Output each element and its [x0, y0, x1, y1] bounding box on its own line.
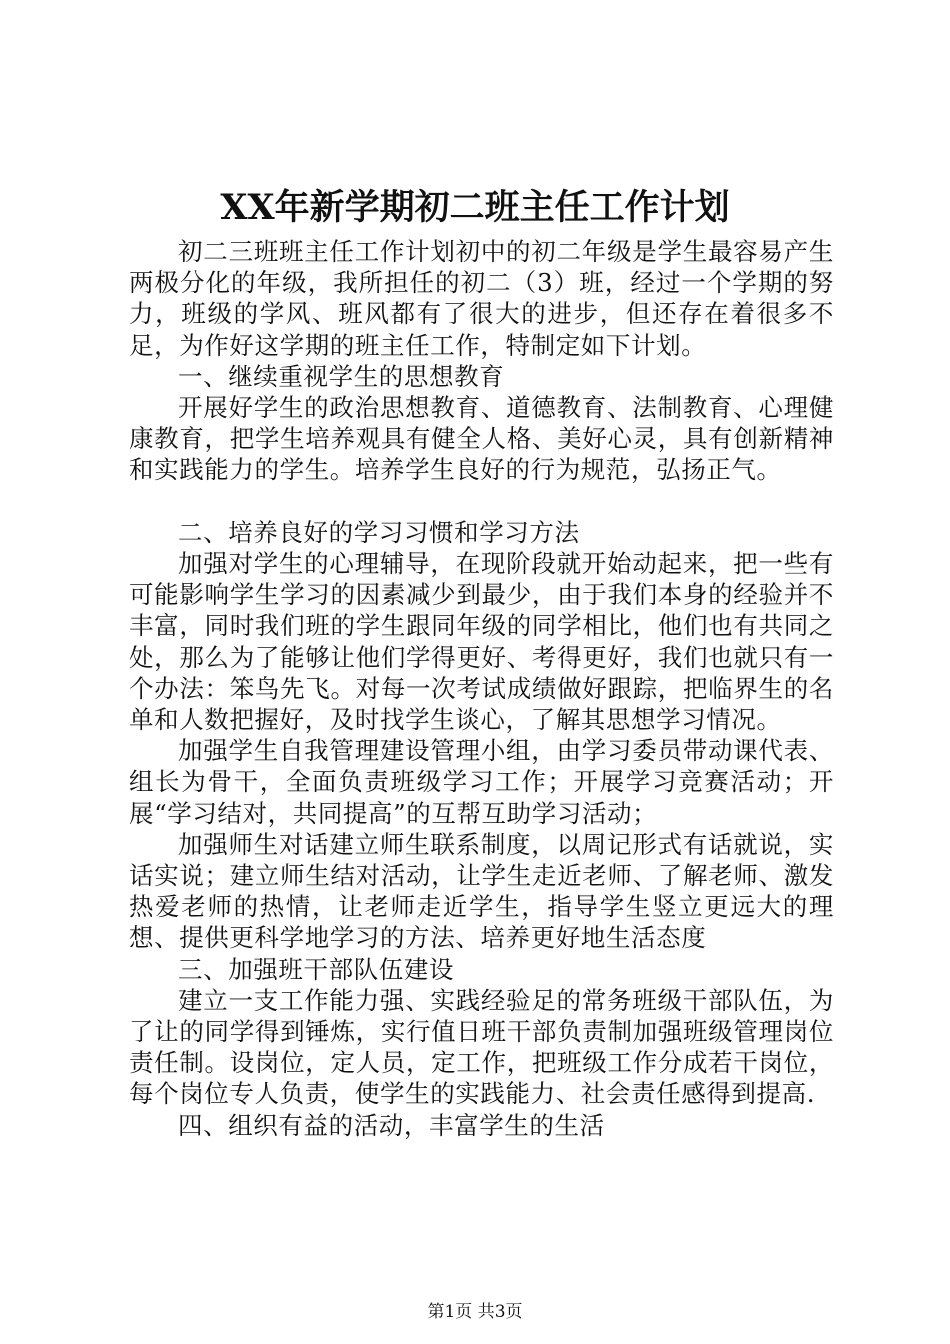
section-heading-2: 二、培养良好的学习习惯和学习方法	[178, 517, 580, 547]
document-title: XX年新学期初二班主任工作计划	[220, 187, 730, 228]
blank-line	[129, 486, 834, 517]
paragraph-ideology: 开展好学生的政治思想教育、道德教育、法制教育、心理健康教育，把学生培养观具有健全人格、美好心灵，具有创新精神和实践能力的学生。培养学生良好的行为规范，弘扬正气。	[129, 393, 834, 485]
paragraph-cadre: 建立一支工作能力强、实践经验足的常务班级干部队伍，为了让的同学得到锤炼，实行值日班干部负责制加强班级管理岗位责任制。设岗位，定人员，定工作，把班级工作分成若干岗位，每个岗位专人负责，使学生的实践能力、社会责任感得到提高.	[129, 985, 834, 1109]
paragraph-counseling: 加强对学生的心理辅导，在现阶段就开始动起来，把一些有可能影响学生学习的因素减少到最少，由于我们本身的经验并不丰富，同时我们班的学生跟同年级的同学相比，他们也有共同之处，那么为了能够让他们学得更好、考得更好，我们也就只有一个办法：笨鸟先飞。对每一次考试成绩做好跟踪，把临界生的名单和人数把握好，及时找学生谈心，了解其思想学习情况。	[129, 549, 834, 735]
section-heading-3: 三、加强班干部队伍建设	[178, 954, 455, 984]
paragraph-self-management: 加强学生自我管理建设管理小组，由学习委员带动课代表、组长为骨干，全面负责班级学习工作；开展学习竞赛活动；开展“学习结对，共同提高”的互帮互助学习活动；	[129, 736, 834, 828]
section-heading-4: 四、组织有益的活动，丰富学生的生活	[178, 1110, 605, 1140]
document-body	[129, 236, 834, 1141]
paragraph-teacher-dialogue: 加强师生对话建立师生联系制度，以周记形式有话就说，实话实说；建立师生结对活动，让学生走近老师、了解老师、激发热爱老师的热情，让老师走近学生，指导学生竖立更远大的理想、提供更科学地学习的方法、培养更好地生活态度	[129, 829, 834, 953]
page-footer: 第1页 共3页	[427, 1302, 523, 1322]
section-heading-1: 一、继续重视学生的思想教育	[178, 361, 505, 391]
paragraph-intro: 初二三班班主任工作计划初中的初二年级是学生最容易产生两极分化的年级，我所担任的初二（3）班，经过一个学期的努力，班级的学风、班风都有了很大的进步，但还存在着很多不足，为作好这学期的班主任工作，特制定如下计划。	[129, 237, 834, 360]
